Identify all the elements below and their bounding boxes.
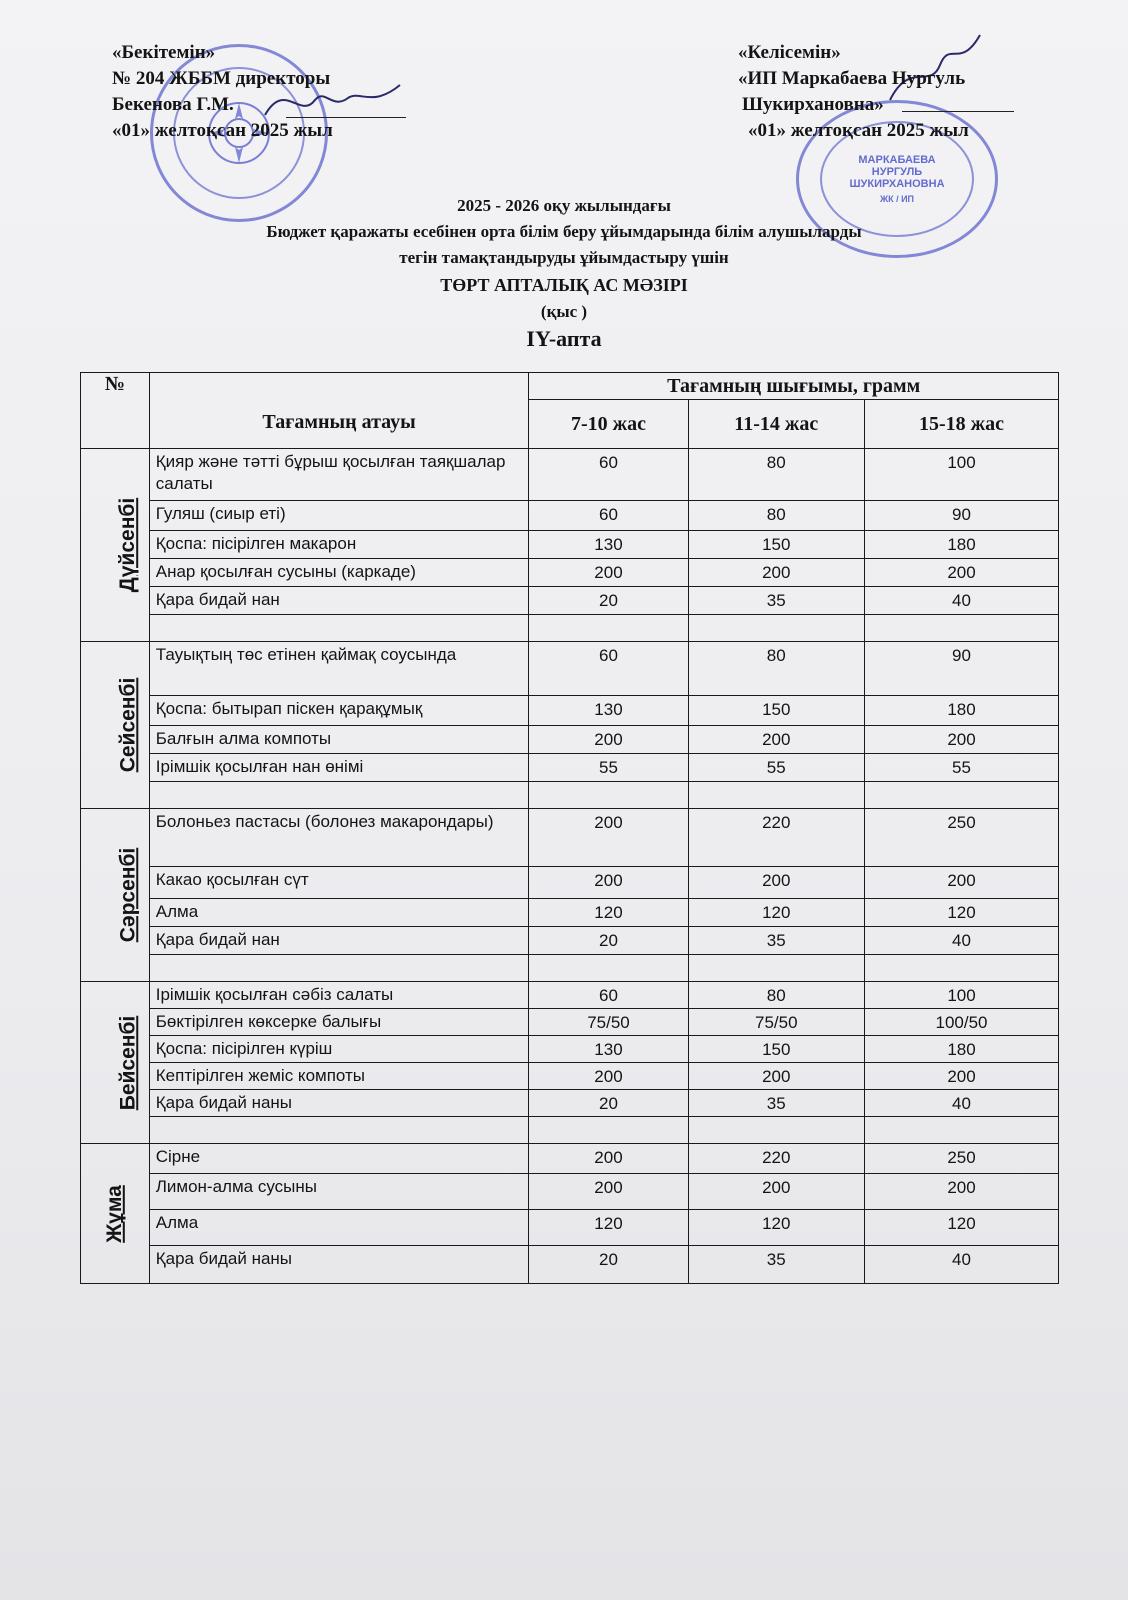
yield-11-14: 200 [688, 559, 865, 587]
yield-7-10: 20 [529, 927, 688, 955]
yield-7-10: 200 [529, 726, 688, 754]
empty-cell [149, 1117, 529, 1144]
empty-cell [688, 782, 865, 809]
yield-7-10: 200 [529, 559, 688, 587]
yield-7-10: 200 [529, 1174, 688, 1210]
day-label: Жұма [102, 1184, 126, 1243]
dish-name: Ірімшік қосылған сәбіз салаты [149, 982, 529, 1009]
yield-15-18: 180 [865, 1036, 1059, 1063]
day-label: Дүйсенбі [116, 497, 140, 593]
empty-cell [149, 615, 529, 642]
yield-15-18: 55 [865, 754, 1059, 782]
approval-left-line3: Бекенова Г.М. [112, 94, 234, 115]
column-yield-header: Тағамның шығымы, грамм [529, 373, 1059, 400]
yield-7-10: 60 [529, 642, 688, 696]
day-thursday [81, 982, 150, 1144]
yield-7-10: 60 [529, 449, 688, 501]
stamp-text-4: ЖК / ИП [879, 194, 915, 204]
yield-15-18: 200 [865, 1174, 1059, 1210]
approval-left-line1: «Бекітемін» [112, 42, 216, 63]
dish-name: Қоспа: пісірілген макарон [149, 531, 529, 559]
dish-name: Анар қосылған сусыны (каркаде) [149, 559, 529, 587]
dish-name: Кептірілген жеміс компоты [149, 1063, 529, 1090]
yield-15-18: 100 [865, 982, 1059, 1009]
heading-week: IY-апта [526, 326, 602, 351]
empty-cell [688, 955, 865, 982]
yield-15-18: 120 [865, 899, 1059, 927]
yield-11-14: 150 [688, 1036, 865, 1063]
yield-11-14: 200 [688, 867, 865, 899]
dish-name: Бөктірілген көксерке балығы [149, 1009, 529, 1036]
heading-purpose-2: тегін тамақтандыруды ұйымдастыру үшін [399, 248, 729, 267]
approval-right-line4: «01» желтоқсан 2025 жыл [748, 120, 969, 141]
heading-season: (қыс ) [540, 302, 588, 321]
day-monday [81, 449, 150, 642]
yield-15-18: 180 [865, 531, 1059, 559]
yield-7-10: 20 [529, 1246, 688, 1284]
day-label: Сейсенбі [116, 677, 140, 773]
day-label: Бейсенбі [116, 1015, 140, 1110]
empty-cell [688, 615, 865, 642]
dish-name: Алма [149, 899, 529, 927]
dish-name: Қоспа: пісірілген күріш [149, 1036, 529, 1063]
dish-name: Лимон-алма сусыны [149, 1174, 529, 1210]
yield-7-10: 120 [529, 899, 688, 927]
yield-7-10: 75/50 [529, 1009, 688, 1036]
yield-15-18: 200 [865, 867, 1059, 899]
dish-name: Болоньез пастасы (болонез макарондары) [149, 809, 529, 867]
column-age-2: 11-14 жас [688, 400, 865, 449]
empty-cell [149, 955, 529, 982]
yield-7-10: 200 [529, 1063, 688, 1090]
yield-7-10: 20 [529, 1090, 688, 1117]
menu-table [80, 372, 1059, 1284]
yield-11-14: 35 [688, 587, 865, 615]
yield-7-10: 200 [529, 867, 688, 899]
yield-11-14: 80 [688, 642, 865, 696]
yield-15-18: 40 [865, 1246, 1059, 1284]
yield-11-14: 220 [688, 809, 865, 867]
day-tuesday [81, 642, 150, 809]
dish-name: Какао қосылған сүт [149, 867, 529, 899]
dish-name: Балғын алма компоты [149, 726, 529, 754]
yield-7-10: 130 [529, 531, 688, 559]
dish-name: Қара бидай наны [149, 1090, 529, 1117]
dish-name: Қоспа: бытырап піскен қарақұмық [149, 696, 529, 726]
yield-15-18: 40 [865, 1090, 1059, 1117]
yield-15-18: 200 [865, 559, 1059, 587]
yield-11-14: 120 [688, 1210, 865, 1246]
yield-15-18: 200 [865, 726, 1059, 754]
empty-cell [865, 1117, 1059, 1144]
yield-15-18: 100/50 [865, 1009, 1059, 1036]
yield-7-10: 55 [529, 754, 688, 782]
yield-15-18: 250 [865, 1144, 1059, 1174]
dish-name: Қияр және тәтті бұрыш қосылған таяқшалар салаты [149, 449, 529, 501]
column-age-3: 15-18 жас [865, 400, 1059, 449]
dish-name: Қара бидай наны [149, 1246, 529, 1284]
empty-cell [529, 615, 688, 642]
yield-15-18: 40 [865, 587, 1059, 615]
column-age-1: 7-10 жас [529, 400, 688, 449]
yield-11-14: 80 [688, 982, 865, 1009]
yield-15-18: 250 [865, 809, 1059, 867]
yield-11-14: 75/50 [688, 1009, 865, 1036]
yield-11-14: 80 [688, 501, 865, 531]
yield-11-14: 35 [688, 927, 865, 955]
approval-right [738, 40, 969, 144]
approval-right-line1: «Келісемін» [738, 42, 841, 63]
empty-cell [865, 615, 1059, 642]
yield-7-10: 60 [529, 982, 688, 1009]
approval-left-line4: «01» желтоқсан 2025 жыл [112, 120, 333, 141]
yield-11-14: 200 [688, 1174, 865, 1210]
yield-11-14: 150 [688, 696, 865, 726]
yield-7-10: 60 [529, 501, 688, 531]
yield-7-10: 20 [529, 587, 688, 615]
approval-right-line2: «ИП Маркабаева Нургуль [738, 68, 966, 89]
stamp-text-1: МАРКАБАЕВА [858, 154, 936, 166]
yield-15-18: 100 [865, 449, 1059, 501]
empty-cell [688, 1117, 865, 1144]
yield-15-18: 90 [865, 642, 1059, 696]
heading-purpose: Бюджет қаражаты есебінен орта білім беру ұйымдарында білім алушыларды [266, 222, 862, 241]
yield-15-18: 200 [865, 1063, 1059, 1090]
empty-cell [149, 782, 529, 809]
stamp-text-3: ШУКИРХАНОВНА [849, 178, 945, 190]
empty-cell [529, 955, 688, 982]
dish-name: Тауықтың төс етінен қаймақ соусында [149, 642, 529, 696]
yield-11-14: 35 [688, 1090, 865, 1117]
yield-11-14: 200 [688, 726, 865, 754]
yield-15-18: 90 [865, 501, 1059, 531]
dish-name: Қара бидай нан [149, 927, 529, 955]
dish-name: Қара бидай нан [149, 587, 529, 615]
empty-cell [529, 782, 688, 809]
empty-cell [529, 1117, 688, 1144]
dish-name: Сірне [149, 1144, 529, 1174]
yield-15-18: 120 [865, 1210, 1059, 1246]
yield-7-10: 130 [529, 1036, 688, 1063]
stamp-text-2: НУРГУЛЬ [871, 166, 923, 178]
heading-year: 2025 - 2026 оқу жылындағы [457, 196, 671, 215]
approval-left [112, 40, 333, 144]
yield-11-14: 200 [688, 1063, 865, 1090]
yield-11-14: 55 [688, 754, 865, 782]
day-label: Сәрсенбі [116, 847, 140, 943]
empty-cell [865, 955, 1059, 982]
yield-11-14: 80 [688, 449, 865, 501]
document-title: ТӨРТ АПТАЛЫҚ АС МӘЗІРІ [440, 275, 688, 295]
yield-11-14: 120 [688, 899, 865, 927]
approval-right-line3: Шукирхановна» [742, 94, 884, 115]
column-name-header: Тағамның атауы [149, 373, 529, 449]
yield-7-10: 200 [529, 809, 688, 867]
yield-11-14: 35 [688, 1246, 865, 1284]
dish-name: Ірімшік қосылған нан өнімі [149, 754, 529, 782]
approval-left-line2: № 204 ЖББМ директоры [112, 68, 331, 89]
yield-11-14: 220 [688, 1144, 865, 1174]
dish-name: Алма [149, 1210, 529, 1246]
day-wednesday [81, 809, 150, 982]
empty-cell [865, 782, 1059, 809]
yield-11-14: 150 [688, 531, 865, 559]
document-heading [80, 194, 1048, 354]
yield-15-18: 40 [865, 927, 1059, 955]
dish-name: Гуляш (сиыр еті) [149, 501, 529, 531]
yield-15-18: 180 [865, 696, 1059, 726]
column-number-header: № [81, 373, 150, 449]
yield-7-10: 120 [529, 1210, 688, 1246]
yield-7-10: 200 [529, 1144, 688, 1174]
day-friday [81, 1144, 150, 1284]
yield-7-10: 130 [529, 696, 688, 726]
